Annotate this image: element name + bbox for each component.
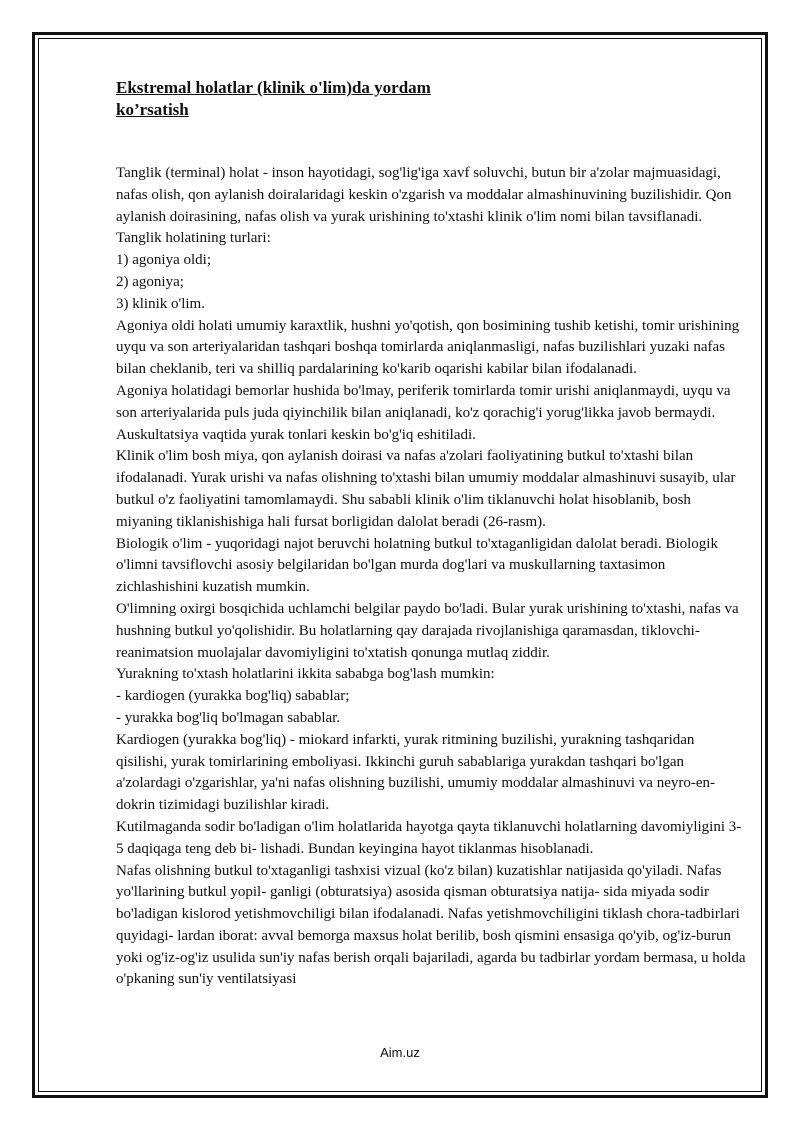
- paragraph: Biologik o'lim - yuqoridagi najot beruvchi holatning butkul to'xtaganligidan dalolat beradi. Biologik o'limni tavsiflovchi asosiy belgilaridan bo'lgan murda dog'lari va muskullarning taxtasimon zichlashishini kuzatish mumkin.: [116, 535, 718, 596]
- footer-site-name: Aim.uz: [380, 1045, 420, 1060]
- document-title: [116, 77, 536, 121]
- list-item: - kardiogen (yurakka bog'liq) sabablar;: [116, 688, 350, 705]
- title-line-2: ko’rsatish: [116, 100, 189, 119]
- paragraph: Agoniya oldi holati umumiy karaxtlik, hushni yo'qotish, qon bosimining tushib ketishi, tomir urishining uyqu va son arteriyalaridan tashqari boshqa tomirlarda aniqlanmasligi, nafas buzilishlari yuzaki nafas bilan cheklanib, teri va shilliq pardalarining ko'karib oqarishi kabilar bilan ifodalanadi.: [116, 317, 740, 378]
- list-item: 1) agoniya oldi;: [116, 252, 211, 269]
- paragraph: Kutilmaganda sodir bo'ladigan o'lim holatlarida hayotga qayta tiklanuvchi holatlarning davomiyligini 3-5 daqiqaga teng deb bi- lishadi. Bundan keyingina hayot tiklanmas hisoblanadi.: [116, 818, 742, 857]
- paragraph: Yurakning to'xtash holatlarini ikkita sababga bog'lash mumkin:: [116, 666, 495, 683]
- document-body: [116, 163, 746, 991]
- paragraph: Klinik o'lim bosh miya, qon aylanish doirasi va nafas a'zolari faoliyatining butkul to'xtashi bilan ifodalanadi. Yurak urishi va nafas olishning to'xtashi bilan umumiy moddalar almashinuvi susayib, ular butkul o'z faoliyatini tamomlamaydi. Shu sababli klinik o'lim tiklanuvchi holat hisoblanib, bosh miyaning tiklanishishiga hali fursat borligidan dalolat beradi (26-rasm).: [116, 448, 736, 530]
- list-item: - yurakka bog'liq bo'lmagan sabablar.: [116, 709, 341, 726]
- list-item: 2) agoniya;: [116, 273, 184, 290]
- paragraph: Agoniya holatidagi bemorlar hushida bo'lmay, periferik tomirlarda tomir urishi aniqlanmaydi, uyqu va son arteriyalarida puls juda qiyinchilik bilan aniqlanadi, ko'z qorachig'i yorug'likka javob bermaydi. Auskultatsiya vaqtida yurak tonlari keskin bo'g'iq eshitiladi.: [116, 382, 731, 443]
- paragraph: Tanglik holatining turlari:: [116, 230, 271, 247]
- paragraph: O'limning oxirgi bosqichida uchlamchi belgilar paydo bo'ladi. Bular yurak urishining to'xtashi, nafas va hushning butkul yo'qolishidir. Bu holatlarning qay darajada rivojlanishiga qaramasdan, tiklovchi- reanimatsion muolajalar davomiyligini to'xtatish qonunga mutlaq ziddir.: [116, 600, 739, 661]
- title-line-1: Ekstremal holatlar (klinik o'lim)da yordam: [116, 78, 431, 97]
- paragraph: Kardiogen (yurakka bog'liq) - miokard infarkti, yurak ritmining buzilishi, yurakning tashqaridan qisilishi, yurak tomirlarining emboliyasi. Ikkinchi guruh sabablariga yurakdan tashqari bo'lgan a'zolardagi o'zgarishlar, ya'ni nafas olishning buzilishi, umumiy moddalar almashinuvi va neyro-en- dokrin tizimidagi buzilishlar kiradi.: [116, 731, 716, 814]
- list-item: 3) klinik o'lim.: [116, 295, 205, 312]
- paragraph: Tanglik (terminal) holat - inson hayotidagi, sog'lig'iga xavf soluvchi, butun bir a'zolar majmuasidagi, nafas olish, qon aylanish doiralaridagi keskin o'zgarish va moddalar almashinuvining buzilishidir. Qon aylanish doirasining, nafas olish va yurak urishining to'xtashi klinik o'lim nomi bilan tavsiflanadi.: [116, 165, 732, 225]
- paragraph: Nafas olishning butkul to'xtaganligi tashxisi vizual (ko'z bilan) kuzatishlar natijasida qo'yiladi. Nafas yo'llarining butkul yopil- ganligi (obturatsiya) asosida qisman obturatsiya natija- sida miyada sodir bo'ladigan kislorod yetishmovchiligi bilan ifodalanadi. Nafas yetishmovchiligini tiklash chora-tadbirlari quyidagi- lardan iborat: avval bemorga maxsus holat berilib, bosh qismini ensasiga qo'yib, og'iz-burun yoki og'iz-og'iz usulida sun'iy nafas berish orqali bajariladi, agarda bu tadbirlar yordam bermasa, u holda o'pkaning sun'iy ventilatsiyasi: [116, 862, 746, 988]
